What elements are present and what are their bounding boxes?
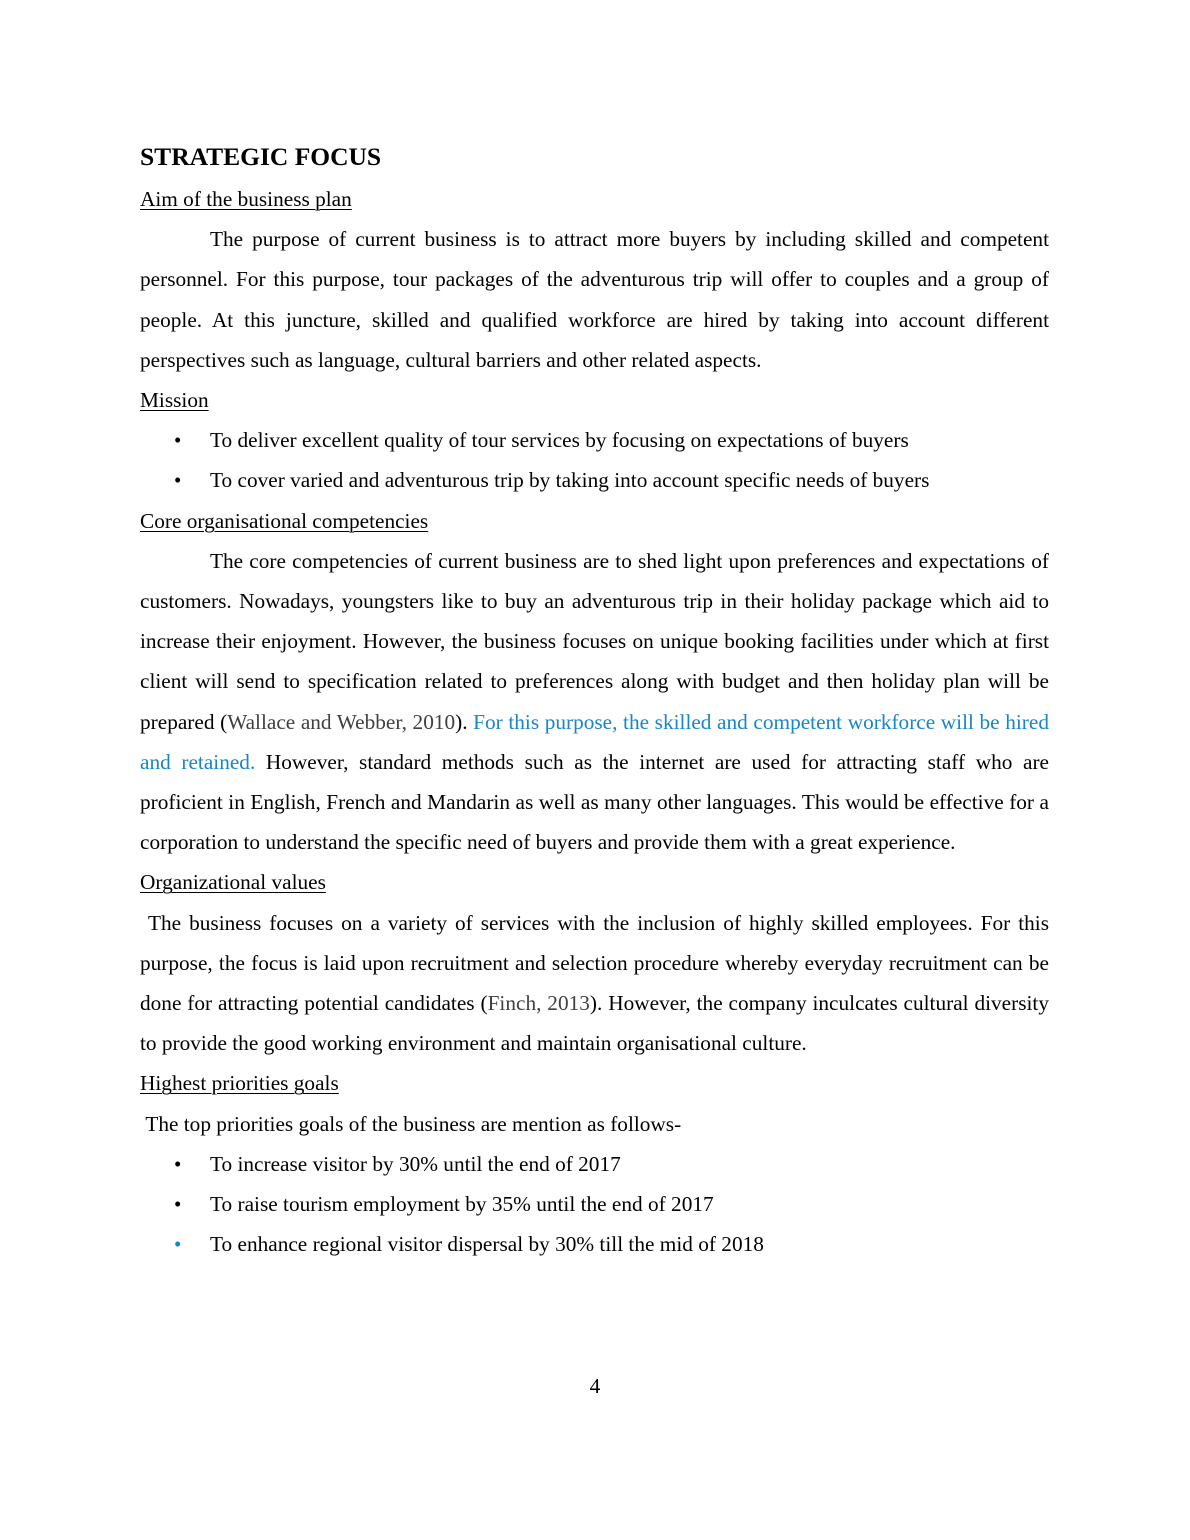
- bullet-icon: •: [174, 428, 182, 453]
- aim-heading: Aim of the business plan: [140, 187, 352, 211]
- mission-list: [140, 420, 1049, 500]
- goal-item: [140, 1144, 1049, 1184]
- mission-item-text: To deliver excellent quality of tour services by focusing on expectations of buyers: [210, 428, 909, 453]
- document-page: [140, 138, 1055, 1264]
- mission-item: [140, 420, 1049, 460]
- competencies-text-2: ).: [455, 709, 474, 734]
- values-text-2: ). However, the company inculcates cultural diversity to provide the good working environment and maintain organisational culture.: [140, 991, 1055, 1056]
- bullet-icon: •: [174, 1151, 182, 1176]
- citation-finch: Finch, 2013: [487, 991, 590, 1016]
- goal-item-text: To raise tourism employment by 35% until the end of 2017: [210, 1192, 714, 1217]
- page-number: 4: [589, 1374, 601, 1398]
- mission-item: [140, 460, 1049, 500]
- goal-item-text: To increase visitor by 30% until the end of 2017: [210, 1151, 621, 1176]
- mission-item-text: To cover varied and adventurous trip by taking into account specific needs of buyers: [210, 468, 930, 493]
- goal-item: [140, 1184, 1049, 1224]
- goal-item-text: To enhance regional visitor dispersal by 30% till the mid of 2018: [210, 1232, 764, 1257]
- bullet-icon: •: [174, 1192, 182, 1217]
- goals-intro: The top priorities goals of the business are mention as follows-: [140, 1111, 682, 1136]
- page-title: STRATEGIC FOCUS: [140, 142, 382, 171]
- competencies-paragraph: [140, 541, 1049, 863]
- competencies-text-1: The core competencies of current business are to shed light upon preferences and expectations of customers. Nowadays, youngsters like to buy an adventurous trip in their holiday package which aid to increase their enjoyment. However, the business focuses on unique booking facilities under which at first client will send to specification related to preferences along with budget and then holiday plan will be prepared (: [140, 548, 1049, 734]
- goals-heading: Highest priorities goals: [140, 1071, 339, 1096]
- bullet-icon: •: [174, 468, 182, 493]
- aim-paragraph: The purpose of current business is to attract more buyers by including skilled and competent personnel. For this purpose, tour packages of the adventurous trip will offer to couples and a group of people. At this juncture, skilled and qualified workforce are hired by taking into account different perspectives such as language, cultural barriers and other related aspects.: [140, 227, 1049, 372]
- citation-wallace-webber: Wallace and Webber, 2010: [227, 709, 456, 734]
- mission-heading: Mission: [140, 388, 209, 413]
- competencies-heading: Core organisational competencies: [140, 508, 429, 533]
- bullet-icon: •: [174, 1232, 182, 1257]
- values-text-1: The business focuses on a variety of services with the inclusion of highly skilled employees. For this purpose, the focus is laid upon recruitment and selection procedure whereby everyday recruitment can be done for attracting potential candidates (: [140, 910, 1055, 1016]
- goals-list: [140, 1144, 1049, 1265]
- values-heading: Organizational values: [140, 870, 326, 895]
- competencies-text-3: However, standard methods such as the internet are used for attracting staff who are proficient in English, French and Mandarin as well as many other languages. This would be effective for a corporation to understand the specific need of buyers and provide them with a great experience.: [140, 749, 1049, 855]
- values-paragraph: [140, 903, 1055, 1064]
- goal-item: [140, 1224, 1049, 1264]
- highlighted-sentence: For this purpose, the skilled and competent workforce will be hired and retained.: [140, 709, 1049, 774]
